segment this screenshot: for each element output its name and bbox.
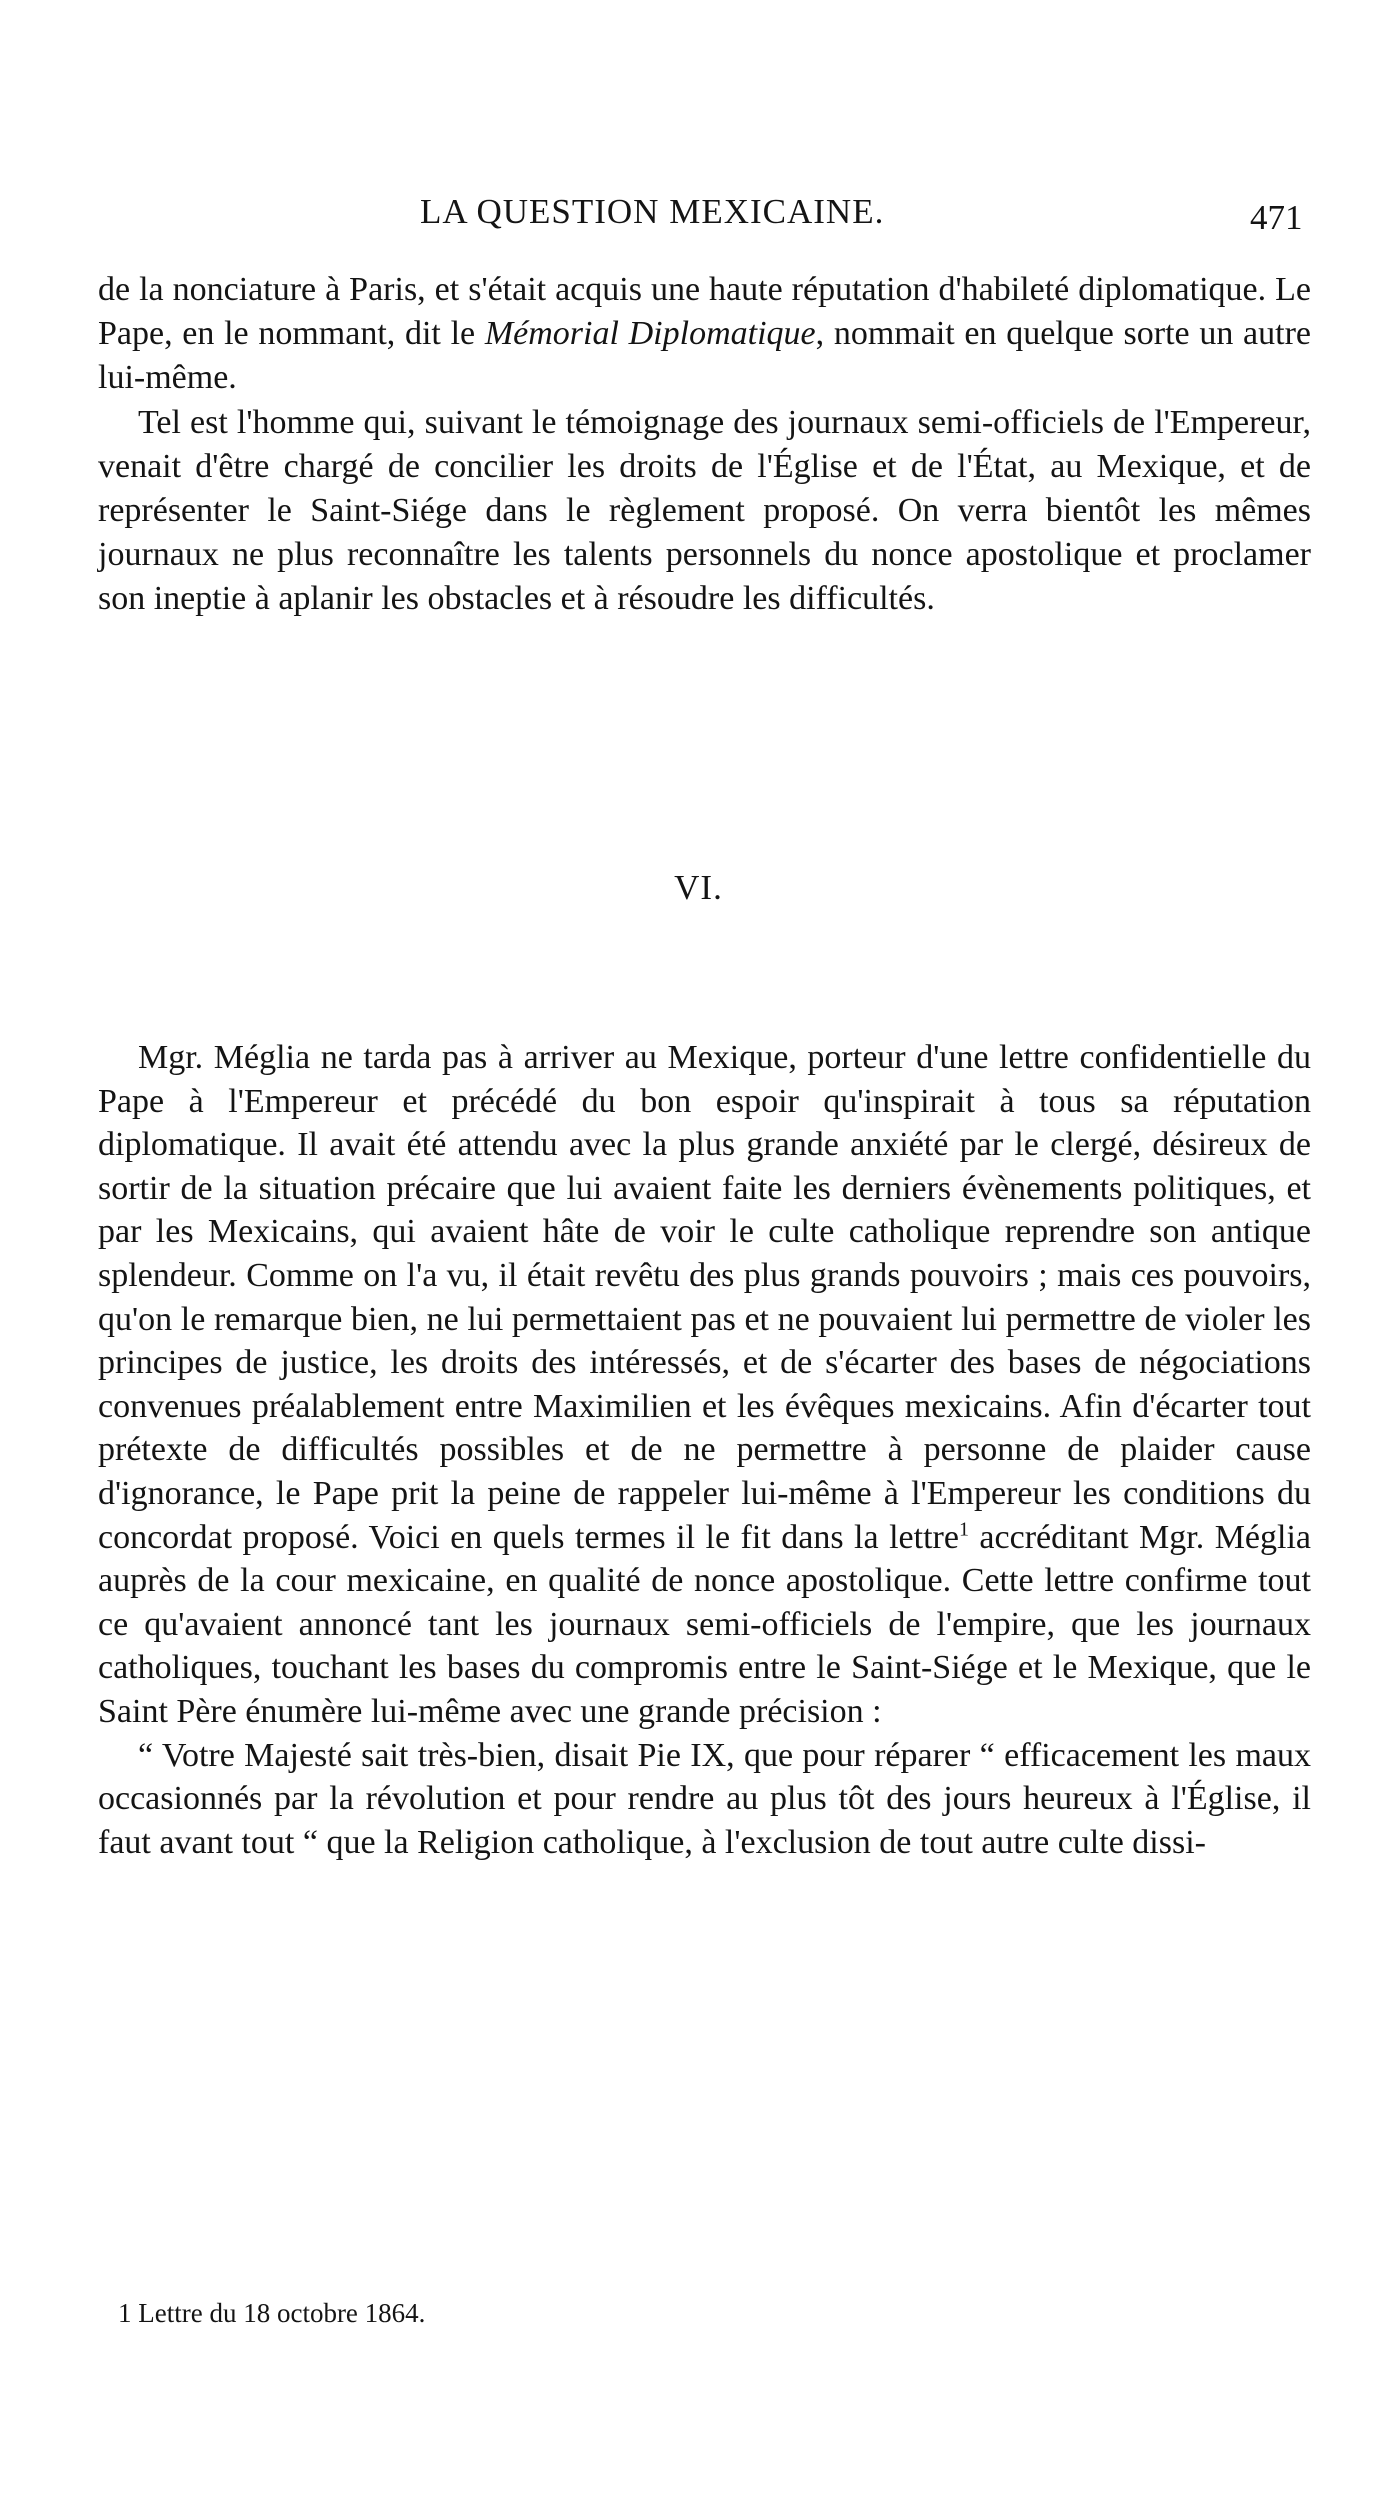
running-title: LA QUESTION MEXICAINE. xyxy=(420,192,885,231)
paragraph-text: , nommait en quelque sorte un autre lui-même. xyxy=(98,315,1312,397)
footnote: 1 Lettre du 18 octobre 1864. xyxy=(118,2298,426,2328)
paragraph-quotation: “ Votre Majesté sait très-bien, disait Pie IX, que pour réparer “ efficacement les maux occasionnés par la révolution et pour rendre au plus tôt des jours heureux à l'Église, il faut avant tout “ que la Religion catholique, à l'exclusion de tout autre culte dissi- xyxy=(98,1736,1311,1861)
paragraph-text: de la nonciature à Paris, et s'était acquis une haute réputation d'habileté diplomatique. Le Pape, en le nommant, dit le xyxy=(98,271,1311,353)
paragraph-portrait: Tel est l'homme qui, suivant le témoignage des journaux semi-officiels de l'Empereur, venait d'être chargé de concilier les droits de l'Église et de l'État, au Mexique, et de représenter le Saint-Siége dans le règlement proposé. On verra bientôt les mêmes journaux ne plus reconnaître les talents personnels du nonce apostolique et proclamer son ineptie à aplanir les obstacles et à résoudre les difficultés. xyxy=(98,403,1311,618)
paragraph-text: accréditant Mgr. Méglia auprès de la cour mexicaine, en qualité de nonce apostolique. Cette lettre confirme tout ce qu'avaient annoncé tant les journaux semi-officiels de l'empire, que les journaux catholiques, touchant les bases du compromis entre le Saint-Siége et le Mexique, que le Saint Père énumère lui-même avec une grande précision : xyxy=(98,1518,1311,1730)
page-number: 471 xyxy=(1250,198,1303,237)
paragraph-text: Mgr. Méglia ne tarda pas à arriver au Mexique, porteur d'une lettre confidentielle du Pape à l'Empereur et précédé du bon espoir qu'inspirait à tous sa réputation diplomatique. Il avait été attendu avec la plus grande anxiété par le clergé, désireux de sortir de la situation précaire que lui avaient faite les derniers évènements politiques, et par les Mexicains, qui avaient hâte de voir le culte catholique reprendre son antique splendeur. Comme on l'a vu, il était revêtu des plus grands pouvoirs ; mais ces pouvoirs, qu'on le remarque bien, ne lui permettaient pas et ne pouvaient lui permettre de violer les principes de justice, les droits des intéressés, et de s'écarter des bases de négociations convenues préalablement entre Maximilien et les évêques mexicains. Afin d'écarter tout prétexte de difficultés possibles et de ne permettre à personne de plaider cause d'ignorance, le Pape prit la peine de rappeler lui-même à l'Empereur les conditions du concordat proposé. Voici en quels termes il le fit dans la lettre xyxy=(98,1039,1311,1556)
section-number: VI. xyxy=(674,868,723,907)
opening-text-block xyxy=(98,268,1311,622)
paragraph-arrival xyxy=(98,1036,1311,1734)
paragraph-continuation xyxy=(98,268,1311,401)
italic-title: Mémorial Diplomatique xyxy=(484,315,816,353)
running-header xyxy=(0,192,1397,242)
footnote-reference: 1 xyxy=(958,1518,969,1541)
section-text-block xyxy=(98,1036,1311,1864)
